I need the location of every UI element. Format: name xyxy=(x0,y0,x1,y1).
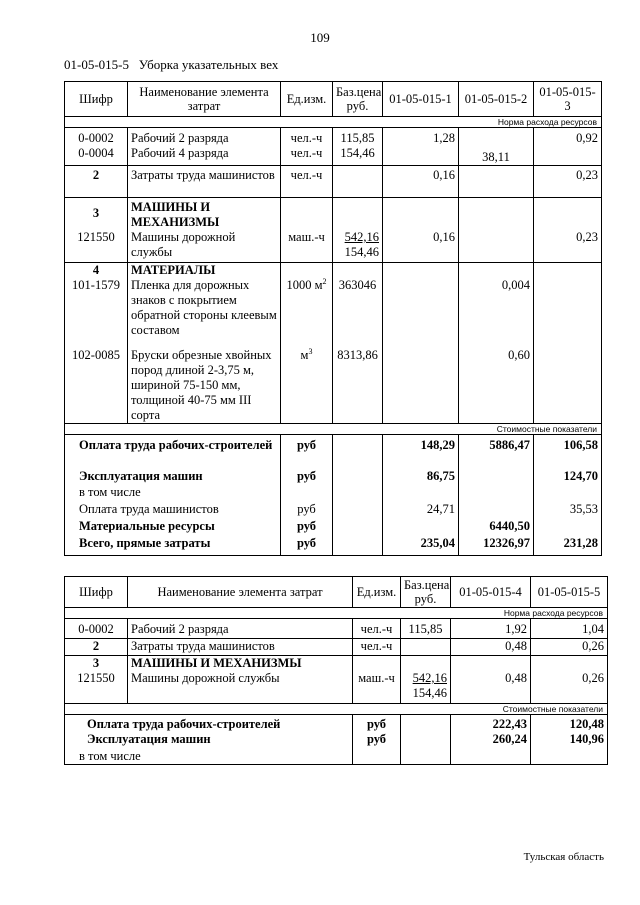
cell-name: Машины дорожной службы xyxy=(128,671,353,703)
resource-table-2 xyxy=(64,576,608,765)
cell-v1: 24,71 xyxy=(383,502,459,519)
cell-v2: 38,11 xyxy=(459,146,534,166)
col-header-code: Шифр xyxy=(65,82,128,117)
cell-v1: 148,29 xyxy=(383,434,459,469)
cell-price: 115,85 xyxy=(333,128,383,147)
page-number: 109 xyxy=(310,30,330,45)
cell-unit: чел.-ч xyxy=(353,619,401,639)
cell-name: Затраты труда машинистов xyxy=(128,639,353,656)
cell-unit: руб xyxy=(281,536,333,555)
table-row xyxy=(65,469,602,485)
cell-name: Машины дорожной службы xyxy=(128,230,281,262)
col-header-var4: 01-05-015-4 xyxy=(451,577,531,608)
col-header-var1: 01-05-015-1 xyxy=(383,82,459,117)
cell-v2: 12326,97 xyxy=(459,536,534,555)
cell-code: 2 xyxy=(65,166,128,198)
section-title xyxy=(64,57,278,73)
cell-v2: 5886,47 xyxy=(459,434,534,469)
cell-v2: 0,26 xyxy=(531,639,608,656)
cell-v1: 86,75 xyxy=(383,469,459,485)
cell-v1: 222,43 xyxy=(451,714,531,732)
cell-name: МАШИНЫ И МЕХАНИЗМЫ xyxy=(128,656,353,672)
cell-unit: руб xyxy=(353,732,401,749)
cell-name: в том числе xyxy=(65,749,353,765)
cell-v1: 0,48 xyxy=(451,671,531,703)
cell-price: 154,46 xyxy=(333,146,383,166)
table-row xyxy=(65,714,608,732)
table-row xyxy=(65,230,602,262)
col-header-unit: Ед.изм. xyxy=(353,577,401,608)
cell-price-top: 542,16 xyxy=(412,671,447,685)
table-row xyxy=(65,639,608,656)
cell-unit: руб xyxy=(281,502,333,519)
col-header-unit: Ед.изм. xyxy=(281,82,333,117)
table-row xyxy=(65,732,608,749)
cell-v2 xyxy=(459,128,534,147)
cell-v1: 235,04 xyxy=(383,536,459,555)
cell-v3: 0,23 xyxy=(534,166,602,198)
cell-unit-sup: 2 xyxy=(322,276,327,286)
cell-name: Пленка для дорожных знаков с покрытием обратной стороны клеевым составом xyxy=(128,278,281,342)
cell-name: Бруски обрезные хвойных пород длиной 2-3,75 м, шириной 75-150 мм, толщиной 40-75 мм III сорта xyxy=(128,342,281,424)
cell-unit: маш.-ч xyxy=(281,230,333,262)
cell-v1: 1,92 xyxy=(451,619,531,639)
cell-v1: 260,24 xyxy=(451,732,531,749)
cell-price: 115,85 xyxy=(401,619,451,639)
cell-unit-sup: 3 xyxy=(308,346,313,356)
table-row xyxy=(65,536,602,555)
cell-v3: 0,92 xyxy=(534,128,602,147)
cell-name: Материальные ресурсы xyxy=(65,519,281,536)
cell-v3: 106,58 xyxy=(534,434,602,469)
cell-price: 8313,86 xyxy=(333,342,383,424)
norm-note: Норма расхода ресурсов xyxy=(65,608,608,619)
table-row xyxy=(65,619,608,639)
table-row xyxy=(65,146,602,166)
section-code: 01-05-015-5 xyxy=(64,57,129,72)
cell-code: 0-0004 xyxy=(65,146,128,166)
cell-code: 121550 xyxy=(65,230,128,262)
cell-code: 121550 xyxy=(65,671,128,703)
cell-v1: 0,16 xyxy=(383,230,459,262)
cell-code: 101-1579 xyxy=(65,278,128,342)
cost-note: Стоимостные показатели xyxy=(65,423,602,434)
cell-v3 xyxy=(534,146,602,166)
table-row xyxy=(65,485,602,502)
cell-name: Оплата труда рабочих-строителей xyxy=(65,714,353,732)
cell-v1: 0,48 xyxy=(451,639,531,656)
norm-note: Норма расхода ресурсов xyxy=(65,117,602,128)
cell-name: МАТЕРИАЛЫ xyxy=(128,262,281,278)
cell-v2: 140,96 xyxy=(531,732,608,749)
cell-v2: 0,60 xyxy=(459,342,534,424)
col-header-name: Наименование элемента затрат xyxy=(128,82,281,117)
table-row xyxy=(65,262,602,278)
cell-code: 2 xyxy=(65,639,128,656)
cell-v1: 1,28 xyxy=(383,128,459,147)
table-row xyxy=(65,434,602,469)
col-header-price: Баз.цена руб. xyxy=(333,82,383,117)
section-name: Уборка указательных вех xyxy=(138,57,279,72)
cell-code: 3 xyxy=(65,198,128,231)
resource-table-1 xyxy=(64,81,602,556)
cell-unit: чел.-ч xyxy=(281,128,333,147)
cell-name: Рабочий 2 разряда xyxy=(128,619,353,639)
table-row xyxy=(65,342,602,424)
col-header-var2: 01-05-015-2 xyxy=(459,82,534,117)
col-header-var5: 01-05-015-5 xyxy=(531,577,608,608)
col-header-code: Шифр xyxy=(65,577,128,608)
cell-unit: руб xyxy=(281,469,333,485)
cell-code: 4 xyxy=(65,262,128,278)
cell-v1: 0,16 xyxy=(383,166,459,198)
cell-unit: руб xyxy=(353,714,401,732)
cell-v2: 0,004 xyxy=(459,278,534,342)
cell-name: Рабочий 4 разряда xyxy=(128,146,281,166)
cell-unit: руб xyxy=(281,434,333,469)
col-header-name: Наименование элемента затрат xyxy=(128,577,353,608)
cell-name: Всего, прямые затраты xyxy=(65,536,281,555)
cell-v1 xyxy=(383,146,459,166)
cell-v3: 35,53 xyxy=(534,502,602,519)
cell-code: 0-0002 xyxy=(65,619,128,639)
cell-unit: чел.-ч xyxy=(281,166,333,198)
cell-name: Эксплуатация машин xyxy=(65,469,281,485)
cell-price-top: 542,16 xyxy=(344,230,379,244)
table-row xyxy=(65,128,602,147)
table-row xyxy=(65,519,602,536)
region-footer: Тульская область xyxy=(523,851,604,863)
cell-v2: 1,04 xyxy=(531,619,608,639)
table-row xyxy=(65,656,608,672)
cell-unit: чел.-ч xyxy=(281,146,333,166)
col-header-price: Баз.цена руб. xyxy=(401,577,451,608)
table-row xyxy=(65,671,608,703)
cell-v2: 120,48 xyxy=(531,714,608,732)
cell-name: МАШИНЫ И МЕХАНИЗМЫ xyxy=(128,198,281,231)
cell-name: Затраты труда машинистов xyxy=(128,166,281,198)
cell-unit: м xyxy=(300,347,309,362)
cell-v2: 0,26 xyxy=(531,671,608,703)
cell-code: 3 xyxy=(65,656,128,672)
cell-v3: 231,28 xyxy=(534,536,602,555)
table-row xyxy=(65,749,608,765)
cell-name: в том числе xyxy=(65,485,281,502)
cell-code: 0-0002 xyxy=(65,128,128,147)
cell-unit: чел.-ч xyxy=(353,639,401,656)
cell-v3: 124,70 xyxy=(534,469,602,485)
table-row xyxy=(65,502,602,519)
cell-name: Эксплуатация машин xyxy=(65,732,353,749)
cell-unit: руб xyxy=(281,519,333,536)
col-header-var3: 01-05-015-3 xyxy=(534,82,602,117)
cell-name: Оплата труда машинистов xyxy=(65,502,281,519)
cell-price: 363046 xyxy=(333,278,383,342)
cell-name: Оплата труда рабочих-строителей xyxy=(65,434,281,469)
cell-v3: 0,23 xyxy=(534,230,602,262)
cost-note: Стоимостные показатели xyxy=(65,703,608,714)
table-row xyxy=(65,166,602,198)
cell-v2: 6440,50 xyxy=(459,519,534,536)
table-row xyxy=(65,198,602,231)
cell-code: 102-0085 xyxy=(65,342,128,424)
cell-unit: 1000 м xyxy=(286,277,323,292)
cell-price-bottom: 154,46 xyxy=(412,686,447,700)
cell-price-bottom: 154,46 xyxy=(344,245,379,259)
cell-unit: маш.-ч xyxy=(353,671,401,703)
cell-name: Рабочий 2 разряда xyxy=(128,128,281,147)
table-row xyxy=(65,278,602,342)
